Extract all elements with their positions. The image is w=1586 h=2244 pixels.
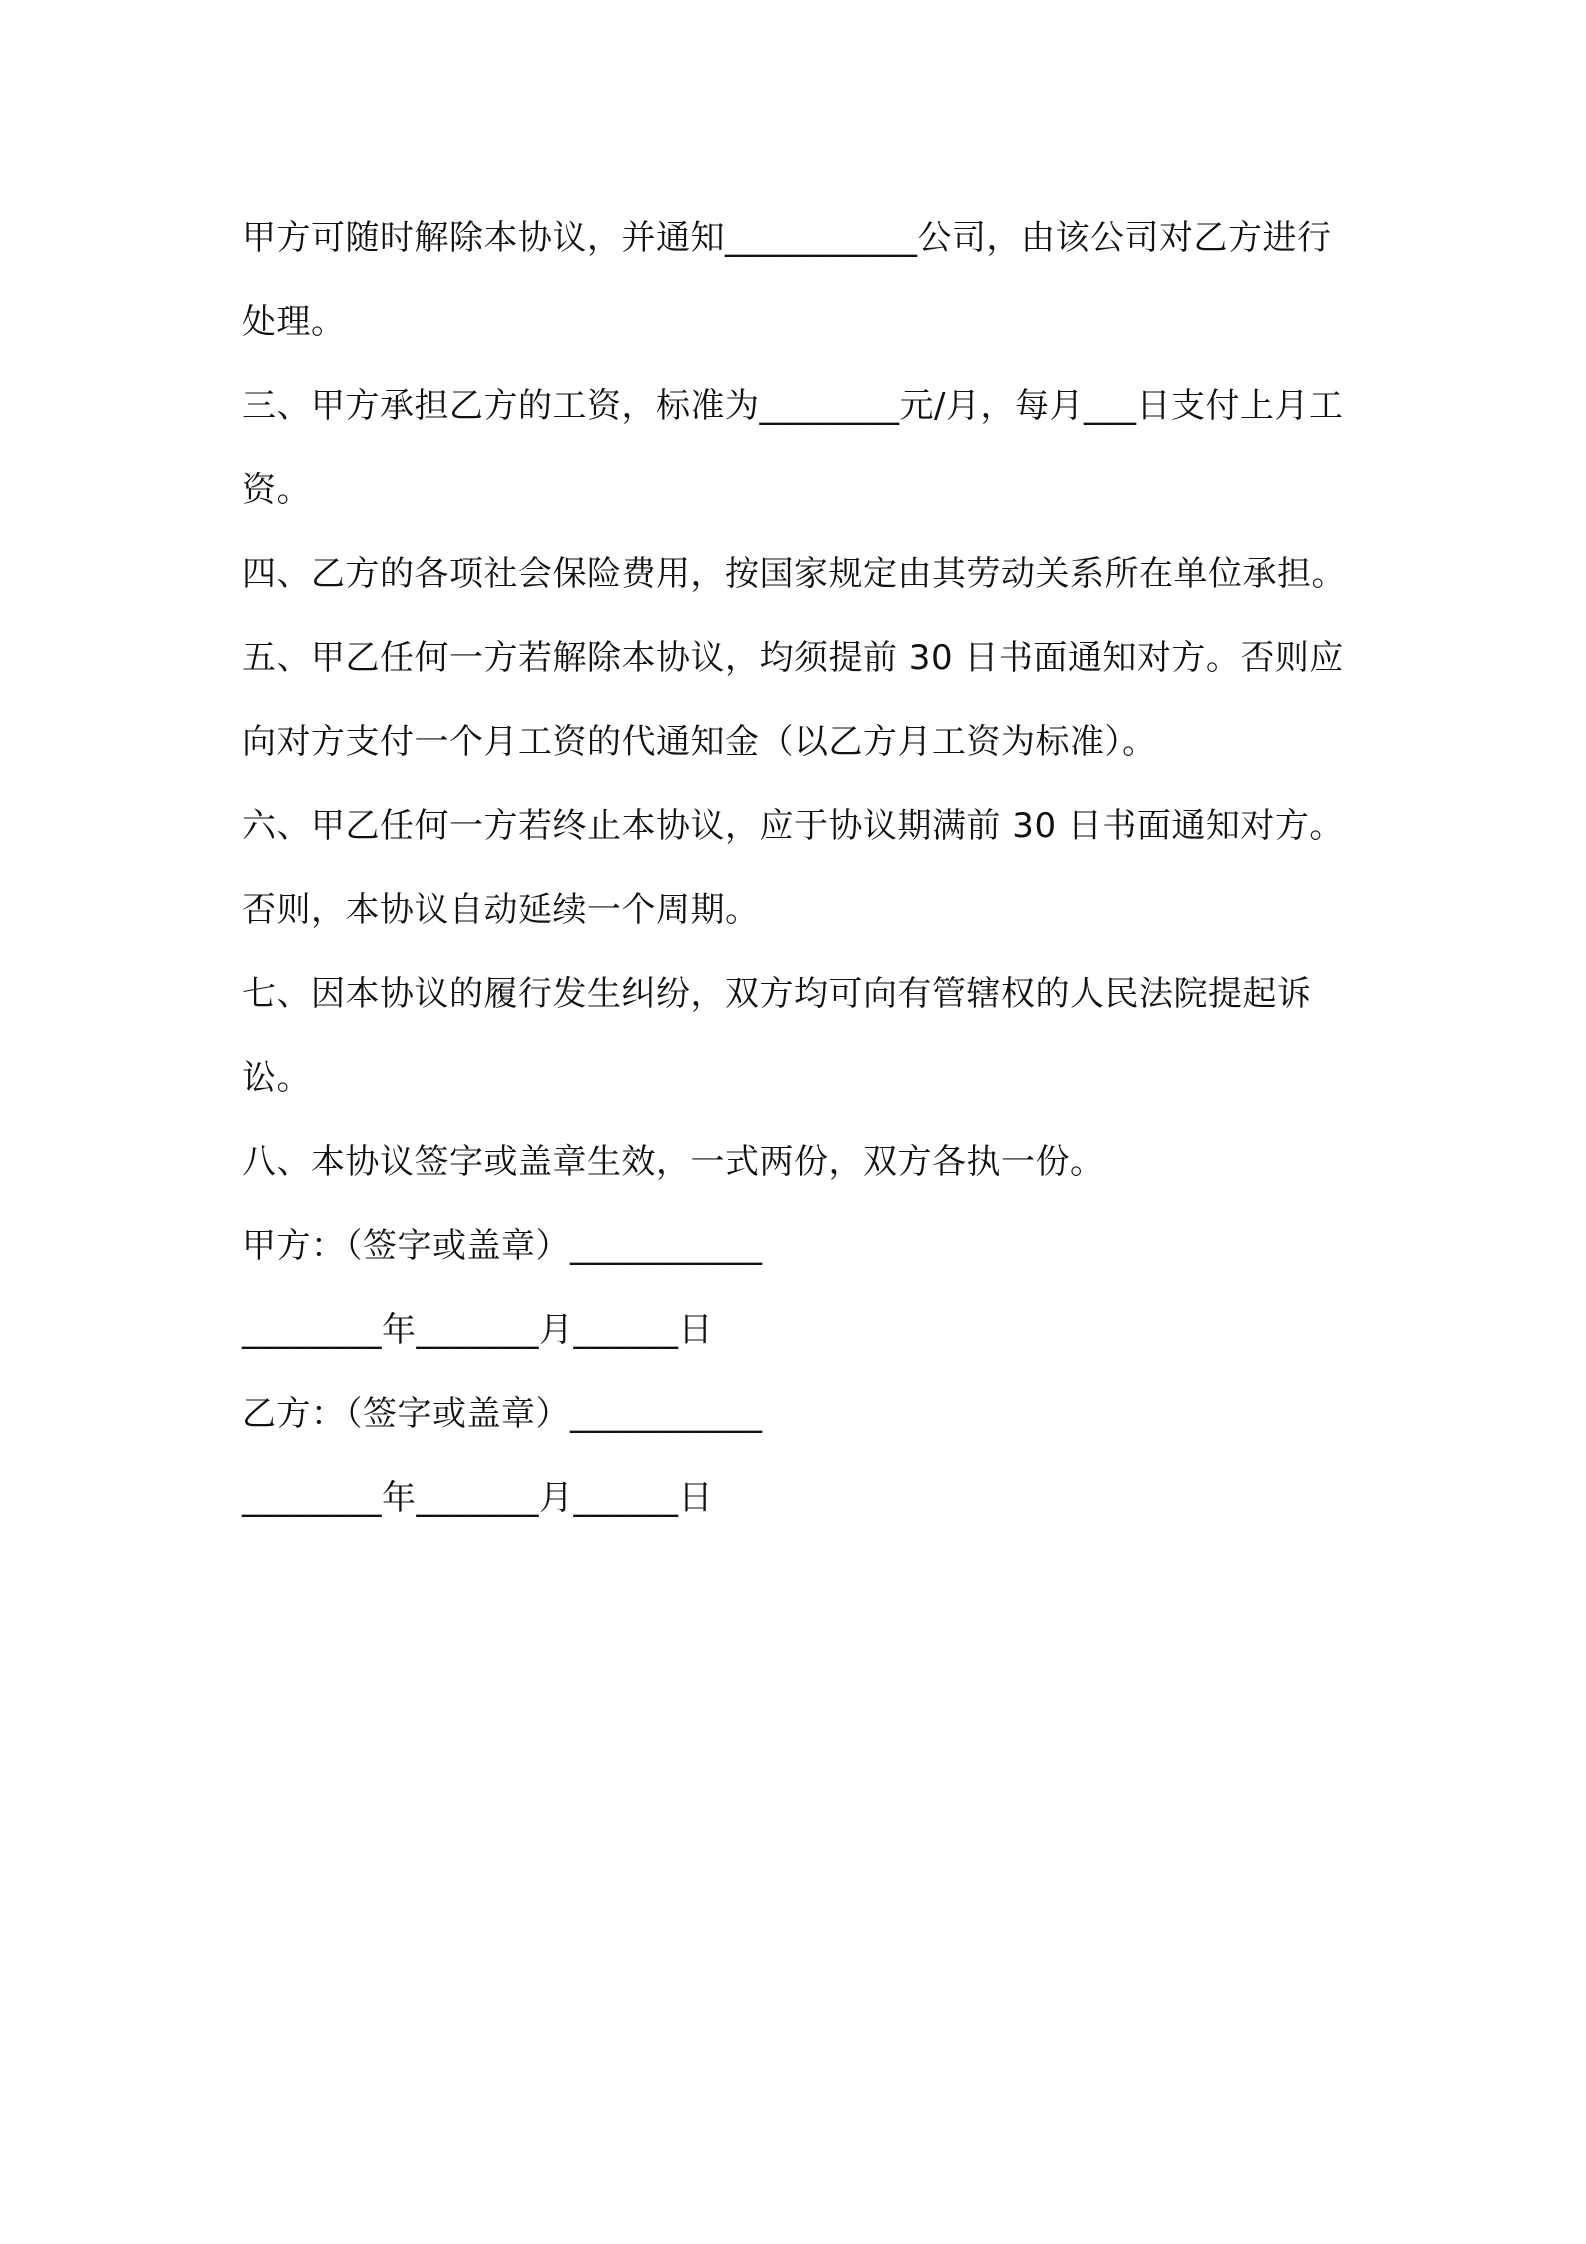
clause-7-disputes: 七、因本协议的履行发生纠纷，双方均可向有管辖权的人民法院提起诉讼。: [242, 974, 1312, 1098]
paragraph-termination-notice: 甲方可随时解除本协议，并通知___________公司，由该公司对乙方进行处理。: [242, 218, 1332, 342]
clause-4-social-insurance: 四、乙方的各项社会保险费用，按国家规定由其劳动关系所在单位承担。: [242, 554, 1346, 594]
party-a-signature-line: 甲方：（签字或盖章）___________: [242, 1226, 763, 1266]
clause-6-termination: 六、甲乙任何一方若终止本协议，应于协议期满前 30 日书面通知对方。否则，本协议自动延续一个周期。: [242, 806, 1344, 930]
clause-8-effect: 八、本协议签字或盖章生效，一式两份，双方各执一份。: [242, 1142, 1105, 1182]
party-b-signature-line: 乙方：（签字或盖章）___________: [242, 1394, 763, 1434]
party-a-date-line: ________年_______月______日: [242, 1310, 713, 1350]
clause-5-rescission: 五、甲乙任何一方若解除本协议，均须提前 30 日书面通知对方。否则应向对方支付一个月工资的代通知金（以乙方月工资为标准）。: [242, 638, 1344, 762]
party-b-date-line: ________年_______月______日: [242, 1478, 713, 1518]
document-body: [242, 196, 1362, 1540]
clause-3-salary: 三、甲方承担乙方的工资，标准为________元/月，每月___日支付上月工资。: [242, 386, 1344, 510]
